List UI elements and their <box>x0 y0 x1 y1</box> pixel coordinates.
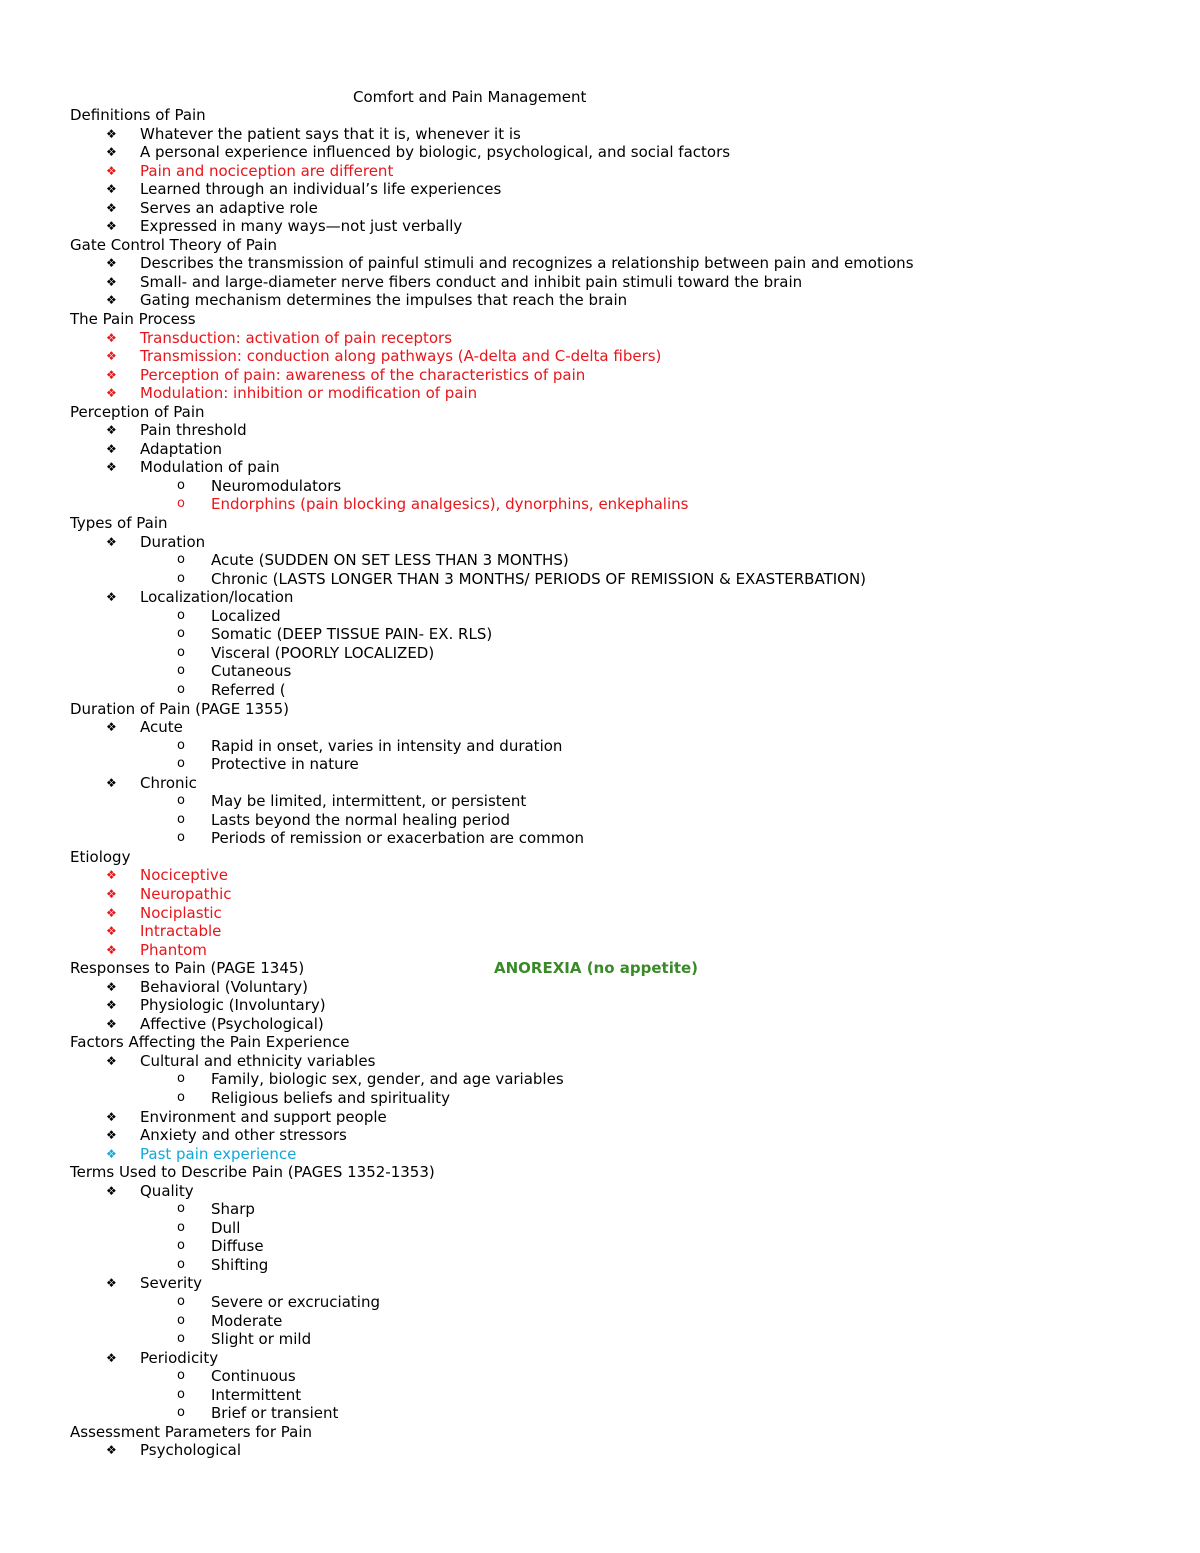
item-text: May be limited, intermittent, or persistent <box>211 792 527 811</box>
bullet-item <box>0 1108 1200 1127</box>
item-text: Transduction: activation of pain receptors <box>140 328 453 347</box>
sub-bullet-item <box>0 1293 1200 1312</box>
circle-bullet-icon: o <box>177 477 185 493</box>
diamond-bullet-icon: ❖ <box>106 924 117 939</box>
item-text: Sharp <box>211 1200 255 1219</box>
circle-bullet-icon: o <box>177 644 185 660</box>
item-text: Modulation: inhibition or modification of pain <box>140 384 478 403</box>
diamond-bullet-icon: ❖ <box>106 200 117 215</box>
bullet-item <box>0 329 1200 348</box>
sub-bullet-item <box>0 551 1200 570</box>
diamond-bullet-icon: ❖ <box>106 274 117 289</box>
item-text: Intractable <box>140 922 222 941</box>
bullet-item <box>0 180 1200 199</box>
sub-bullet-item <box>0 1237 1200 1256</box>
circle-bullet-icon: o <box>177 830 185 846</box>
sub-bullet-item <box>0 737 1200 756</box>
section-heading <box>0 1033 1200 1052</box>
item-text: Phantom <box>140 940 207 959</box>
sub-bullet-item <box>0 477 1200 496</box>
section-heading <box>0 700 1200 719</box>
item-text: Endorphins (pain blocking analgesics), dynorphins, enkephalins <box>211 495 689 514</box>
bullet-item <box>0 996 1200 1015</box>
sub-bullet-item <box>0 1219 1200 1238</box>
diamond-bullet-icon: ❖ <box>106 720 117 735</box>
diamond-bullet-icon: ❖ <box>106 330 117 345</box>
heading-text: Types of Pain <box>70 514 168 533</box>
item-text: Anxiety and other stressors <box>140 1126 347 1145</box>
item-text: Transmission: conduction along pathways (A-delta and C-delta fibers) <box>140 347 662 366</box>
section-heading <box>0 236 1200 255</box>
bullet-item <box>0 941 1200 960</box>
item-text: Psychological <box>140 1441 242 1460</box>
sub-bullet-item <box>0 1312 1200 1331</box>
bullet-item <box>0 978 1200 997</box>
item-text: Visceral (POORLY LOCALIZED) <box>211 643 435 662</box>
diamond-bullet-icon: ❖ <box>106 1128 117 1143</box>
item-text: A personal experience influenced by biologic, psychological, and social factors <box>140 143 731 162</box>
item-text: Continuous <box>211 1367 296 1386</box>
page-title: Comfort and Pain Management <box>353 88 587 106</box>
diamond-bullet-icon: ❖ <box>106 1146 117 1161</box>
circle-bullet-icon: o <box>177 1089 185 1105</box>
bullet-item <box>0 347 1200 366</box>
item-text: Learned through an individual’s life experiences <box>140 180 502 199</box>
outline-body <box>0 106 1200 1460</box>
diamond-bullet-icon: ❖ <box>106 886 117 901</box>
section-heading <box>0 403 1200 422</box>
sub-bullet-item <box>0 811 1200 830</box>
circle-bullet-icon: o <box>177 496 185 512</box>
diamond-bullet-icon: ❖ <box>106 1016 117 1031</box>
bullet-item <box>0 440 1200 459</box>
circle-bullet-icon: o <box>177 756 185 772</box>
circle-bullet-icon: o <box>177 552 185 568</box>
diamond-bullet-icon: ❖ <box>106 1350 117 1365</box>
heading-text: Assessment Parameters for Pain <box>70 1422 312 1441</box>
item-text: Referred ( <box>211 680 286 699</box>
item-text: Environment and support people <box>140 1107 387 1126</box>
diamond-bullet-icon: ❖ <box>106 998 117 1013</box>
item-text: Dull <box>211 1218 241 1237</box>
circle-bullet-icon: o <box>177 681 185 697</box>
item-text: Religious beliefs and spirituality <box>211 1088 450 1107</box>
item-text: Intermittent <box>211 1385 302 1404</box>
diamond-bullet-icon: ❖ <box>106 423 117 438</box>
diamond-bullet-icon: ❖ <box>106 256 117 271</box>
sub-bullet-item <box>0 644 1200 663</box>
circle-bullet-icon: o <box>177 1368 185 1384</box>
diamond-bullet-icon: ❖ <box>106 1276 117 1291</box>
diamond-bullet-icon: ❖ <box>106 126 117 141</box>
section-heading <box>0 310 1200 329</box>
diamond-bullet-icon: ❖ <box>106 775 117 790</box>
circle-bullet-icon: o <box>177 1331 185 1347</box>
circle-bullet-icon: o <box>177 1405 185 1421</box>
item-text: Cultural and ethnicity variables <box>140 1051 376 1070</box>
sub-bullet-item <box>0 1256 1200 1275</box>
bullet-item <box>0 199 1200 218</box>
item-text: Slight or mild <box>211 1330 312 1349</box>
circle-bullet-icon: o <box>177 1312 185 1328</box>
heading-text: The Pain Process <box>70 310 196 329</box>
bullet-item <box>0 366 1200 385</box>
circle-bullet-icon: o <box>177 626 185 642</box>
diamond-bullet-icon: ❖ <box>106 367 117 382</box>
heading-text: Perception of Pain <box>70 402 205 421</box>
heading-text: Responses to Pain (PAGE 1345) <box>70 959 305 978</box>
heading-text: Gate Control Theory of Pain <box>70 235 278 254</box>
circle-bullet-icon: o <box>177 737 185 753</box>
bullet-item <box>0 254 1200 273</box>
circle-bullet-icon: o <box>177 811 185 827</box>
item-text: Periods of remission or exacerbation are common <box>211 829 585 848</box>
section-heading <box>0 959 1200 978</box>
bullet-item <box>0 143 1200 162</box>
diamond-bullet-icon: ❖ <box>106 293 117 308</box>
item-text: Expressed in many ways—not just verbally <box>140 217 463 236</box>
heading-text: Etiology <box>70 847 131 866</box>
sub-bullet-item <box>0 495 1200 514</box>
sub-bullet-item <box>0 607 1200 626</box>
circle-bullet-icon: o <box>177 1071 185 1087</box>
item-text: Modulation of pain <box>140 458 280 477</box>
item-text: Brief or transient <box>211 1404 339 1423</box>
diamond-bullet-icon: ❖ <box>106 534 117 549</box>
item-text: Adaptation <box>140 439 223 458</box>
item-text: Acute (SUDDEN ON SET LESS THAN 3 MONTHS) <box>211 551 569 570</box>
circle-bullet-icon: o <box>177 793 185 809</box>
diamond-bullet-icon: ❖ <box>106 1053 117 1068</box>
bullet-item <box>0 885 1200 904</box>
diamond-bullet-icon: ❖ <box>106 460 117 475</box>
sub-bullet-item <box>0 681 1200 700</box>
item-text: Localized <box>211 606 281 625</box>
item-text: Pain and nociception are different <box>140 161 394 180</box>
item-text: Neuropathic <box>140 884 232 903</box>
sub-bullet-item <box>0 570 1200 589</box>
bullet-item <box>0 1349 1200 1368</box>
bullet-item <box>0 774 1200 793</box>
item-text: Pain threshold <box>140 421 247 440</box>
circle-bullet-icon: o <box>177 1294 185 1309</box>
bullet-item <box>0 1274 1200 1293</box>
diamond-bullet-icon: ❖ <box>106 1183 117 1198</box>
item-text: Localization/location <box>140 588 294 607</box>
bullet-item <box>0 125 1200 144</box>
item-text: Behavioral (Voluntary) <box>140 977 309 996</box>
bullet-item <box>0 1182 1200 1201</box>
sub-bullet-item <box>0 1404 1200 1423</box>
sub-bullet-item <box>0 755 1200 774</box>
section-heading <box>0 1163 1200 1182</box>
bullet-item <box>0 866 1200 885</box>
item-text: Small- and large-diameter nerve fibers conduct and inhibit pain stimuli toward the brain <box>140 272 803 291</box>
diamond-bullet-icon: ❖ <box>106 979 117 994</box>
circle-bullet-icon: o <box>177 1386 185 1402</box>
diamond-bullet-icon: ❖ <box>106 145 117 160</box>
section-heading <box>0 514 1200 533</box>
sub-bullet-item <box>0 792 1200 811</box>
sub-bullet-item <box>0 1070 1200 1089</box>
item-text: Gating mechanism determines the impulses that reach the brain <box>140 291 628 310</box>
bullet-item <box>0 384 1200 403</box>
bullet-item <box>0 458 1200 477</box>
heading-text: Duration of Pain (PAGE 1355) <box>70 699 289 718</box>
sub-bullet-item <box>0 1330 1200 1349</box>
bullet-item <box>0 533 1200 552</box>
diamond-bullet-icon: ❖ <box>106 942 117 957</box>
bullet-item <box>0 162 1200 181</box>
sub-bullet-item <box>0 1386 1200 1405</box>
bullet-item <box>0 1126 1200 1145</box>
item-text: Moderate <box>211 1311 283 1330</box>
diamond-bullet-icon: ❖ <box>106 868 117 883</box>
sub-bullet-item <box>0 625 1200 644</box>
bullet-item <box>0 217 1200 236</box>
item-text: Family, biologic sex, gender, and age variables <box>211 1070 564 1089</box>
diamond-bullet-icon: ❖ <box>106 182 117 197</box>
heading-text: Terms Used to Describe Pain (PAGES 1352-1353) <box>70 1163 435 1182</box>
heading-text: Definitions of Pain <box>70 106 206 124</box>
diamond-bullet-icon: ❖ <box>106 219 117 234</box>
item-text: Quality <box>140 1181 194 1200</box>
bullet-item <box>0 588 1200 607</box>
circle-bullet-icon: o <box>177 663 185 679</box>
item-text: Chronic <box>140 773 197 792</box>
heading-text: Factors Affecting the Pain Experience <box>70 1033 350 1052</box>
bullet-item <box>0 291 1200 310</box>
item-text: Serves an adaptive role <box>140 198 318 217</box>
section-heading <box>0 106 1200 125</box>
diamond-bullet-icon: ❖ <box>106 163 117 178</box>
item-text: Neuromodulators <box>211 476 342 495</box>
item-text: Affective (Psychological) <box>140 1014 324 1033</box>
circle-bullet-icon: o <box>177 1219 185 1235</box>
item-text: Physiologic (Involuntary) <box>140 996 326 1015</box>
item-text: Rapid in onset, varies in intensity and duration <box>211 736 563 755</box>
diamond-bullet-icon: ❖ <box>106 1443 117 1458</box>
diamond-bullet-icon: ❖ <box>106 441 117 456</box>
diamond-bullet-icon: ❖ <box>106 590 117 605</box>
bullet-item <box>0 421 1200 440</box>
diamond-bullet-icon: ❖ <box>106 905 117 920</box>
sub-bullet-item <box>0 662 1200 681</box>
bullet-item <box>0 1052 1200 1071</box>
item-text: Describes the transmission of painful stimuli and recognizes a relationship between pain and emotions <box>140 254 914 273</box>
circle-bullet-icon: o <box>177 1256 185 1272</box>
diamond-bullet-icon: ❖ <box>106 349 117 364</box>
item-text: Cutaneous <box>211 662 292 681</box>
sub-bullet-item <box>0 1367 1200 1386</box>
item-text: Nociceptive <box>140 866 228 885</box>
section-heading <box>0 848 1200 867</box>
sub-bullet-item <box>0 1200 1200 1219</box>
bullet-item <box>0 922 1200 941</box>
bullet-item <box>0 718 1200 737</box>
circle-bullet-icon: o <box>177 570 185 586</box>
item-text: Perception of pain: awareness of the characteristics of pain <box>140 365 586 384</box>
circle-bullet-icon: o <box>177 1238 185 1254</box>
section-heading <box>0 1423 1200 1442</box>
bullet-item <box>0 1441 1200 1460</box>
sub-bullet-item <box>0 1089 1200 1108</box>
item-text: Somatic (DEEP TISSUE PAIN- EX. RLS) <box>211 625 493 644</box>
diamond-bullet-icon: ❖ <box>106 386 117 401</box>
bullet-item <box>0 273 1200 292</box>
item-text: Nociplastic <box>140 903 222 922</box>
margin-note: ANOREXIA (no appetite) <box>494 959 699 978</box>
item-text: Acute <box>140 718 183 737</box>
item-text: Shifting <box>211 1255 269 1274</box>
item-text: Chronic (LASTS LONGER THAN 3 MONTHS/ PERIODS OF REMISSION & EXASTERBATION) <box>211 569 867 588</box>
item-text: Past pain experience <box>140 1144 297 1163</box>
bullet-item <box>0 1145 1200 1164</box>
item-text: Whatever the patient says that it is, whenever it is <box>140 124 521 143</box>
item-text: Severe or excruciating <box>211 1293 380 1311</box>
circle-bullet-icon: o <box>177 1201 185 1217</box>
item-text: Severity <box>140 1274 202 1293</box>
item-text: Duration <box>140 532 206 551</box>
item-text: Periodicity <box>140 1348 219 1367</box>
item-text: Lasts beyond the normal healing period <box>211 810 510 829</box>
circle-bullet-icon: o <box>177 607 185 623</box>
sub-bullet-item <box>0 829 1200 848</box>
item-text: Diffuse <box>211 1237 264 1256</box>
bullet-item <box>0 904 1200 923</box>
bullet-item <box>0 1015 1200 1034</box>
diamond-bullet-icon: ❖ <box>106 1109 117 1124</box>
item-text: Protective in nature <box>211 755 359 774</box>
